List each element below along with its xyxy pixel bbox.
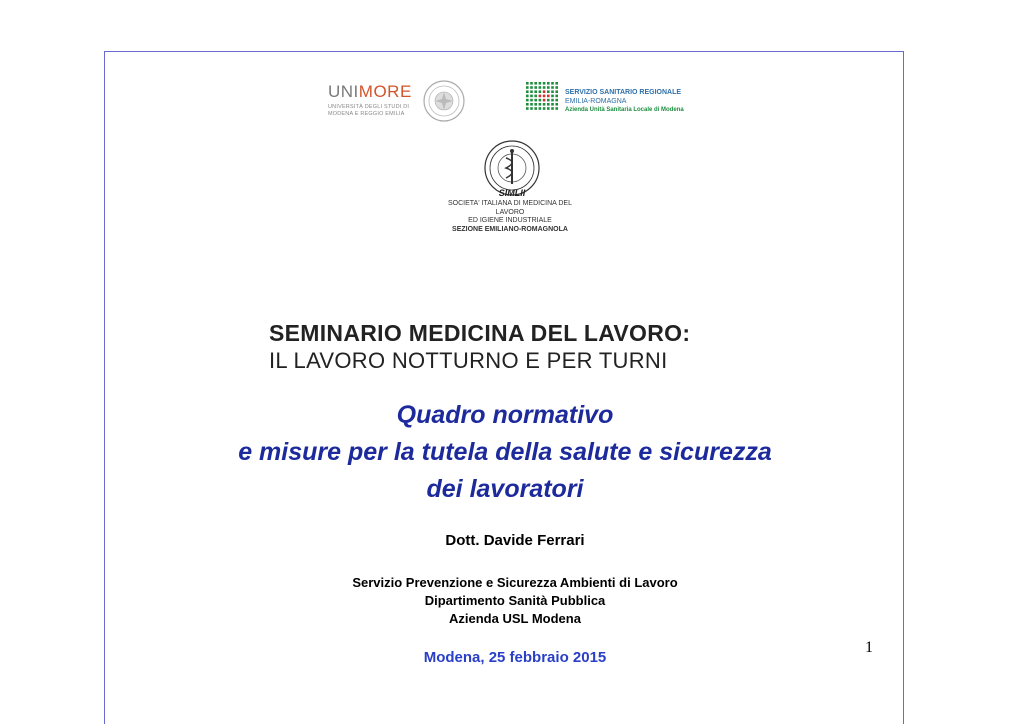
unimore-more: MORE (358, 82, 412, 101)
title-line3: dei lavoratori (426, 475, 584, 503)
ssr-grid-dot (539, 99, 542, 102)
presentation-title (105, 397, 905, 508)
ssr-grid-dot (526, 90, 529, 93)
ssr-line2: EMILIA-ROMAGNA (565, 98, 627, 105)
ssr-grid-dot (539, 86, 542, 89)
ssr-grid-dot (530, 107, 533, 110)
ssr-grid-dot (543, 90, 546, 93)
ssr-grid-dot (551, 82, 554, 85)
ssr-grid-dot (534, 107, 537, 110)
title-line1: Quadro normativo (396, 401, 614, 429)
ssr-grid-dot (547, 103, 550, 106)
author-name: Dott. Davide Ferrari (445, 532, 585, 549)
ssr-grid-dot (526, 86, 529, 89)
ssr-grid-dot (551, 95, 554, 98)
date: Modena, 25 febbraio 2015 (423, 649, 607, 666)
ssr-grid-dot (534, 90, 537, 93)
unimore-sub-line2: MODENA E REGGIO EMILIA (328, 111, 405, 117)
ssr-grid-dot (547, 95, 550, 98)
ssr-grid-dot (547, 99, 550, 102)
ssr-grid-dot (551, 107, 554, 110)
ssr-grid-dot (555, 86, 558, 89)
ssr-grid-dot (555, 107, 558, 110)
ssr-grid-dot (543, 86, 546, 89)
ssr-line3: Azienda Unità Sanitaria Locale di Modena (565, 107, 684, 113)
ssr-grid-dot (543, 95, 546, 98)
ssr-grid-dot (555, 95, 558, 98)
ssr-grid-dot (551, 90, 554, 93)
ssr-logo-text (565, 88, 684, 115)
ssr-grid-dot (526, 107, 529, 110)
ssr-grid-dot (547, 82, 550, 85)
ssr-grid-dot (530, 90, 533, 93)
ssr-grid-dot (530, 99, 533, 102)
ssr-grid-dot (539, 82, 542, 85)
ssr-grid-dot (526, 82, 529, 85)
ssr-grid-dot (539, 103, 542, 106)
simlii-text (435, 200, 585, 234)
ssr-grid-dot (543, 99, 546, 102)
seminar-line2: IL LAVORO NOTTURNO E PER TURNI (269, 348, 668, 373)
title-line2: e misure per la tutela della salute e sicurezza (238, 438, 772, 466)
ssr-grid-dot (530, 103, 533, 106)
ssr-grid-dot (526, 103, 529, 106)
university-seal-icon (422, 79, 466, 123)
simlii-line3: SEZIONE EMILIANO-ROMAGNOLA (452, 225, 568, 233)
ssr-grid-dot (534, 82, 537, 85)
ssr-grid-dot (539, 95, 542, 98)
page-number: 1 (865, 639, 873, 656)
ssr-grid-dot (555, 99, 558, 102)
ssr-grid-dot (534, 86, 537, 89)
ssr-grid-dot (543, 103, 546, 106)
ssr-grid-dot (530, 82, 533, 85)
ssr-line1: SERVIZIO SANITARIO REGIONALE (565, 89, 682, 96)
ssr-grid-icon (526, 82, 560, 112)
ssr-grid-dot (551, 86, 554, 89)
ssr-grid-dot (539, 90, 542, 93)
dept-line1: Servizio Prevenzione e Sicurezza Ambienti di Lavoro (352, 575, 678, 590)
ssr-grid-dot (534, 95, 537, 98)
unimore-sub-line1: UNIVERSITÀ DEGLI STUDI DI (328, 104, 410, 110)
ssr-grid-dot (543, 107, 546, 110)
ssr-grid-dot (551, 99, 554, 102)
ssr-grid-dot (543, 82, 546, 85)
department-info (105, 574, 925, 628)
ssr-grid-dot (534, 99, 537, 102)
slide (104, 51, 904, 724)
ssr-grid-dot (530, 86, 533, 89)
ssr-grid-dot (547, 90, 550, 93)
ssr-grid-dot (555, 90, 558, 93)
ssr-grid-dot (530, 95, 533, 98)
simlii-logo-label: SIMLII (498, 188, 526, 198)
dept-line3: Azienda USL Modena (449, 611, 581, 626)
seminar-heading (269, 320, 690, 374)
ssr-grid-dot (547, 107, 550, 110)
ssr-grid-dot (547, 86, 550, 89)
seminar-line1: SEMINARIO MEDICINA DEL LAVORO: (269, 320, 691, 346)
ssr-grid-dot (551, 103, 554, 106)
ssr-grid-dot (534, 103, 537, 106)
ssr-grid-dot (555, 82, 558, 85)
unimore-logo (328, 82, 412, 118)
simlii-line1: SOCIETA' ITALIANA DI MEDICINA DEL LAVORO (448, 200, 572, 216)
unimore-uni: UNI (328, 82, 359, 101)
ssr-grid-dot (555, 103, 558, 106)
ssr-grid-dot (526, 95, 529, 98)
ssr-grid-dot (539, 107, 542, 110)
ssr-grid-dot (526, 99, 529, 102)
dept-line2: Dipartimento Sanità Pubblica (424, 593, 606, 608)
simlii-line2: ED IGIENE INDUSTRIALE (468, 217, 552, 224)
